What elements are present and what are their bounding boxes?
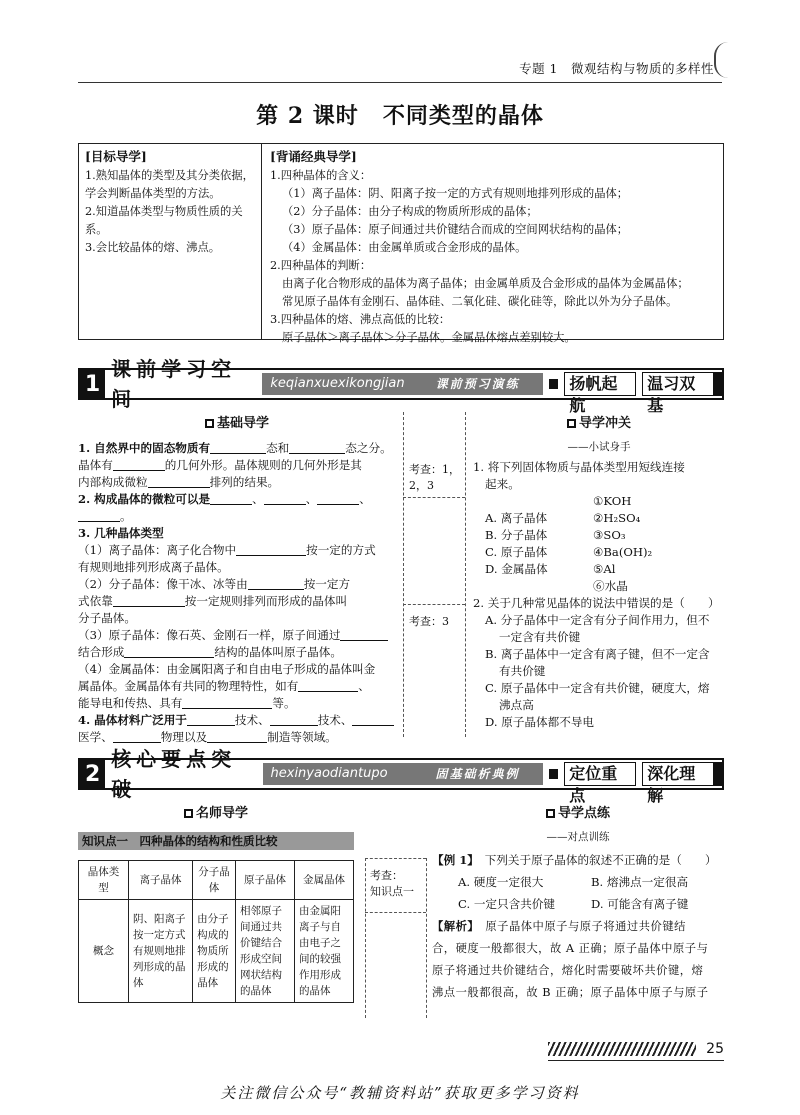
match-row [473, 510, 725, 527]
q-text: 排列的结果。 [209, 474, 280, 489]
divider-line [365, 912, 426, 913]
running-head: 专题 1 微观结构与物质的多样性 [519, 61, 714, 76]
goal-item: 2.知道晶体类型与物质性质的关系。 [85, 204, 243, 236]
analysis-text: 原子晶体中原子与原子将通过共价键结 [485, 920, 686, 934]
example-text: 下列关于原子晶体的叙述不正确的是（ ） [484, 853, 717, 868]
q-text: 、 [359, 491, 371, 506]
guide-box [78, 143, 724, 344]
type-item[interactable]: D. 金属晶体 [485, 562, 548, 577]
column-header: 晶体类型 [79, 861, 129, 900]
box-icon [205, 419, 214, 428]
basic-guide-heading-text: 基础导学 [216, 416, 269, 431]
page-number-area [548, 1040, 724, 1058]
question-line [78, 627, 396, 644]
answer-blank[interactable] [248, 578, 304, 590]
column-header: 分子晶体 [193, 861, 236, 900]
recite-label: [背诵经典导学] [270, 149, 357, 164]
analysis-line: 沸点一般都很高，故 B 正确；原子晶体中原子与原子 [432, 986, 709, 1000]
goals-label: [目标导学] [85, 149, 147, 164]
divider-line [365, 858, 426, 859]
section-tag: 温习双基 [642, 372, 714, 396]
q-text: 内部构成微粒 [78, 474, 148, 489]
column-header: 原子晶体 [235, 861, 294, 900]
option-item[interactable]: B. 熔沸点一定很高 [591, 875, 689, 890]
match-row [473, 578, 725, 595]
q-text: 态之分。 [345, 440, 392, 455]
substance-item[interactable]: ⑤Al [593, 562, 616, 577]
answer-blank[interactable] [207, 731, 267, 743]
lesson-title [0, 100, 800, 133]
section-tag: 深化理解 [642, 762, 714, 786]
q-text: （2）分子晶体：像干冰、冰等由 [78, 576, 248, 591]
practice-column [432, 804, 724, 1004]
section-pinyin: keqianxuexikongjian [262, 373, 412, 395]
q-text: 物理以及 [160, 729, 208, 744]
section-number: 1 [80, 370, 105, 398]
option-item[interactable]: D. 可能含有离子键 [591, 897, 689, 912]
substance-item[interactable]: ③SO₃ [593, 528, 626, 543]
q-text: 按一定的方式 [306, 542, 376, 557]
question-line [78, 678, 396, 695]
answer-blank[interactable] [289, 442, 345, 454]
answer-blank[interactable] [113, 595, 185, 607]
q-text: 按一定方 [303, 576, 351, 591]
section-square-icon [549, 379, 559, 389]
analysis-line [432, 915, 724, 938]
header-curve-decoration [714, 42, 728, 78]
footer-note: 关注微信公众号“教辅资料站”获取更多学习资料 [220, 1084, 580, 1102]
divider-line [403, 412, 404, 737]
recite-panel [262, 144, 723, 344]
q-text: 态和 [266, 440, 290, 455]
q-text: 。 [120, 508, 132, 523]
analysis-block [432, 915, 724, 1004]
recite-line: （4）金属晶体：由金属单质或合金形成的晶体。 [282, 240, 527, 254]
q-text: 式依靠 [78, 593, 113, 608]
header-rule [78, 82, 722, 83]
section-square-icon [549, 769, 559, 779]
recite-line: 原子晶体＞离子晶体＞分子晶体。金属晶体熔点差别较大。 [282, 330, 576, 344]
section-number: 2 [80, 760, 105, 788]
sub-caption: ——小试身手 [567, 440, 631, 453]
option-line: 有共价键 [499, 664, 546, 679]
teacher-guide-heading [78, 804, 354, 824]
table-cell: 由金属阳离子与自由电子之间的较强作用形成的晶体 [294, 900, 353, 1003]
option-line: 沸点高 [499, 698, 534, 713]
question-line: （4）金属晶体：由金属阳离子和自由电子形成的晶体叫金 [78, 661, 376, 676]
knowledge-point-bar: 知识点一 四种晶体的结构和性质比较 [78, 832, 354, 850]
answer-blank[interactable] [78, 510, 120, 522]
answer-blank[interactable] [317, 493, 359, 505]
match-row [473, 544, 725, 561]
answer-blank[interactable] [236, 544, 306, 556]
question-line [78, 542, 396, 559]
question-line: 3. 几种晶体类型 [78, 525, 164, 540]
question-line: 有规则地排列形成离子晶体。 [78, 559, 229, 574]
answer-blank[interactable] [210, 442, 266, 454]
answer-blank[interactable] [113, 731, 161, 743]
column-header: 金属晶体 [294, 861, 353, 900]
answer-blank[interactable] [148, 476, 210, 488]
answer-blank[interactable] [340, 629, 388, 641]
recite-line: 由离子化合物形成的晶体为离子晶体；由金属单质及合金形成的晶体为金属晶体； [282, 276, 689, 290]
exam-note-line: 知识点一 [370, 885, 414, 898]
section-end-block [714, 762, 722, 786]
divider-line [465, 412, 466, 737]
recite-line: 1.四种晶体的含义： [270, 168, 372, 182]
q-text: 等。 [272, 695, 296, 710]
teacher-guide-heading-text: 名师导学 [195, 806, 248, 821]
example-label: 【例 1】 [432, 853, 474, 868]
question-line [78, 457, 396, 474]
exam-note-line: 考查：1， [409, 463, 460, 476]
teacher-guide-column [78, 804, 354, 830]
recite-line: 3.四种晶体的熔、沸点高低的比较： [270, 312, 451, 326]
divider-line [426, 858, 427, 1018]
answer-blank[interactable] [352, 714, 394, 726]
substance-item[interactable]: ⑥水晶 [593, 579, 628, 594]
exam-note: 考查：3 [409, 615, 449, 628]
analysis-line: 原子将通过共价键结合，熔化时需要破坏共价键，熔 [432, 964, 704, 978]
lesson-number: 第 2 课时 [256, 103, 359, 129]
question-line [78, 695, 396, 712]
match-row [473, 493, 725, 510]
q-text: 的几何外形。晶体规则的几何外形是其 [164, 457, 362, 472]
answer-blank[interactable] [210, 493, 252, 505]
box-icon [567, 419, 576, 428]
question-line: 2. 关于几种常见晶体的说法中错误的是（ ） [473, 596, 720, 611]
lesson-name: 不同类型的晶体 [382, 103, 544, 129]
answer-blank[interactable] [298, 680, 358, 692]
question-line [78, 440, 396, 457]
recite-line: （3）原子晶体：原子间通过共价键结合而成的空间网状结构的晶体； [282, 222, 629, 236]
question-line: 起来。 [485, 477, 520, 492]
practice-heading [432, 804, 724, 824]
section-phrase: 课前预习演练 [413, 373, 543, 395]
q-text: 医学、 [78, 729, 113, 744]
basic-guide-column [78, 414, 396, 746]
q-text: 1. 自然界中的固态物质有 [78, 440, 211, 455]
column-header: 离子晶体 [129, 861, 193, 900]
crystal-comparison-table [78, 860, 354, 1003]
option-line: 一定含有共价键 [499, 630, 581, 645]
q-text: （1）离子晶体：离子化合物中 [78, 542, 237, 557]
q-text: 结构的晶体叫原子晶体。 [214, 644, 342, 659]
option-item[interactable]: A. 硬度一定很大 [458, 875, 544, 890]
match-left [473, 493, 593, 510]
section-end-block [714, 372, 722, 396]
section-bar-2 [78, 747, 724, 805]
question-line: 1. 将下列固体物质与晶体类型用短线连接 [473, 460, 685, 475]
q-text: 、 [305, 491, 318, 506]
question-line [78, 712, 396, 729]
section-phrase: 固基础析典例 [413, 763, 543, 785]
section-bar-1 [78, 357, 724, 415]
recite-line: 2.四种晶体的判断： [270, 258, 372, 272]
box-icon [184, 809, 193, 818]
question-line [78, 474, 396, 491]
type-item[interactable]: B. 分子晶体 [485, 528, 548, 543]
goal-item: 1.熟知晶体的类型及其分类依据，学会判断晶体类型的方法。 [85, 168, 254, 200]
option-line[interactable]: B. 离子晶体中一定含有离子键，但不一定含 [485, 647, 710, 662]
exam-note [409, 462, 460, 494]
match-row [473, 527, 725, 544]
goals-panel [79, 144, 262, 339]
exam-note [370, 868, 414, 900]
question-line [78, 576, 396, 593]
analysis-line: 合，硬度一般都很大，故 A 正确；原子晶体中原子与 [432, 942, 709, 956]
example-question [432, 849, 724, 871]
divider-line [365, 858, 366, 1018]
q-text: 按一定规则排列而形成的晶体叫 [184, 593, 348, 608]
substance-item[interactable]: ①KOH [593, 494, 632, 509]
table-cell: 阴、阳离子按一定方式有规则地排列形成的晶体 [129, 900, 193, 1003]
match-row [473, 561, 725, 578]
question-line [78, 491, 396, 525]
table-cell: 相邻原子间通过共价键结合形成空间网状结构的晶体 [235, 900, 294, 1003]
recite-line: （2）分子晶体：由分子构成的物质所形成的晶体； [282, 204, 538, 218]
divider-line [403, 604, 465, 605]
q-text: 、 [358, 678, 370, 693]
option-line[interactable]: D. 原子晶体都不导电 [485, 715, 595, 730]
option-line[interactable]: C. 原子晶体中一定含有共价键，硬度大，熔 [485, 681, 710, 696]
goal-item: 3.会比较晶体的熔、沸点。 [85, 240, 221, 254]
answer-blank[interactable] [124, 646, 214, 658]
section-title: 核心要点突破 [111, 747, 237, 801]
option-grid [432, 871, 724, 915]
table-row [79, 900, 354, 1003]
q-text: 属晶体。金属晶体有共同的物理特性，如有 [78, 678, 299, 693]
exam-note-line: 考查： [370, 869, 403, 882]
answer-blank[interactable] [270, 714, 318, 726]
guide-pass-heading-text: 导学冲关 [578, 416, 631, 431]
q-text: （3）原子晶体：像石英、金刚石一样，原子间通过 [78, 627, 341, 642]
recite-line: （1）离子晶体：阴、阳离子按一定的方式有规则地排列形成的晶体； [282, 186, 629, 200]
answer-blank[interactable] [264, 493, 306, 505]
option-item[interactable]: C. 一定只含共价键 [458, 897, 555, 912]
section-tag: 定位重点 [564, 762, 636, 786]
hatch-decoration [548, 1042, 696, 1056]
sub-caption: ——对点训练 [546, 830, 610, 843]
row-label: 概念 [79, 900, 129, 1003]
section-title: 课前学习空间 [111, 357, 237, 411]
type-item[interactable]: C. 原子晶体 [485, 545, 548, 560]
q-text: 结合形成 [78, 644, 125, 659]
exam-note-line: 2，3 [409, 479, 434, 492]
box-icon [546, 809, 555, 818]
q-text: 能导电和传热、具有 [78, 695, 183, 710]
q-text: 技术、 [234, 712, 270, 727]
q-text: 4. 晶体材料广泛用于 [78, 712, 187, 727]
divider-line [403, 497, 465, 498]
basic-guide-heading [78, 414, 396, 434]
table-header-row [79, 861, 354, 900]
answer-blank[interactable] [113, 459, 165, 471]
question-line [78, 593, 396, 610]
substance-item[interactable]: ②H₂SO₄ [593, 511, 641, 526]
option-line[interactable]: A. 分子晶体中一定含有分子间作用力，但不 [485, 613, 710, 628]
question-line [78, 644, 396, 661]
q-text: 2. 构成晶体的微粒可以是 [78, 491, 211, 506]
practice-heading-text: 导学点练 [557, 806, 610, 821]
guide-pass-column [473, 414, 725, 731]
substance-item[interactable]: ④Ba(OH)₂ [593, 545, 653, 560]
answer-blank[interactable] [187, 714, 235, 726]
q-text: 技术、 [317, 712, 353, 727]
q-text: 、 [252, 491, 264, 506]
page-number: 25 [706, 1040, 724, 1057]
question-line [78, 729, 396, 746]
guide-pass-heading [473, 414, 725, 434]
match-left [473, 578, 593, 595]
table-cell: 由分子构成的物质所形成的晶体 [193, 900, 236, 1003]
section-pinyin: hexinyaodiantupo [263, 763, 413, 785]
section-tag: 扬帆起航 [564, 372, 636, 396]
q-text: 晶体有 [78, 457, 113, 472]
page-rule [548, 1060, 724, 1061]
answer-blank[interactable] [182, 697, 272, 709]
type-item[interactable]: A. 离子晶体 [485, 511, 548, 526]
q-text: 制造等领域。 [267, 729, 337, 744]
analysis-label: 【解析】 [432, 919, 474, 934]
recite-line: 常见原子晶体有金刚石、晶体硅、二氧化硅、碳化硅等，除此以外为分子晶体。 [282, 294, 678, 308]
question-line: 分子晶体。 [78, 610, 136, 625]
